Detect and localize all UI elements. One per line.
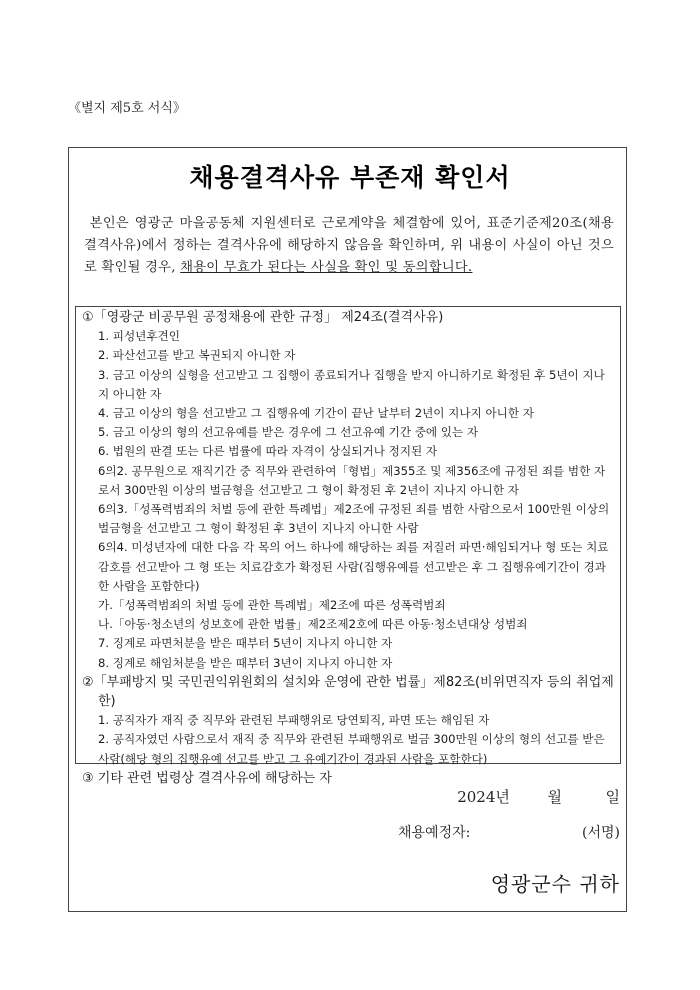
list-item: 6의2. 공무원으로 재직기간 중 직무와 관련하여「형법」제355조 및 제356조에 규정된 죄를 범한 자로서 300만원 이상의 벌금형을 선고받고 그 형이 확정된 후 2년이 지나지 아니한 자 [98, 463, 606, 497]
list-item: 가.「성폭력범죄의 처벌 등에 관한 특례법」제2조에 따른 성폭력범죄 [98, 598, 446, 613]
list-item: 3. 금고 이상의 실형을 선고받고 그 집행이 종료되거나 집행을 받지 아니하기로 확정된 후 5년이 지나지 아니한 자 [98, 367, 605, 401]
date-year: 2024년 [457, 788, 510, 806]
section-1-heading: ①「영광군 비공무원 공정채용에 관한 규정」 제24조(결격사유) [82, 310, 444, 325]
list-item: 8. 징계로 해임처분을 받은 때부터 3년이 지나지 아니한 자 [98, 655, 393, 670]
disqualification-box [75, 306, 621, 786]
date-day: 일 [605, 788, 620, 806]
list-item: 2. 파산선고를 받고 복권되지 아니한 자 [98, 348, 296, 363]
list-item: 4. 금고 이상의 형을 선고받고 그 집행유예 기간이 끝난 날부터 2년이 지나지 아니한 자 [98, 406, 534, 421]
list-item: 2. 공직자였던 사람으로서 재직 중 직무와 관련된 부패행위로 벌금 300만원 이상의 형의 선고를 받은 사람(해당 형의 집행유예 선고를 받고 그 유예기간이 경과된 사람을 포함한다) [98, 732, 605, 766]
list-item: 5. 금고 이상의 형의 선고유예를 받은 경우에 그 선고유예 기간 중에 있는 자 [98, 425, 479, 440]
list-item: 6. 법원의 판결 또는 다른 법률에 따라 자격이 상실되거나 정지된 자 [98, 444, 438, 459]
intro-text: 본인은 영광군 마을공동체 지원센터로 근로계약을 체결함에 있어, 표준기준제20조(채용결격사유)에서 정하는 결격사유에 해당하지 않음을 확인하며, 위 내용이 사실이 아닌 것으로 확인될 경우, [84, 216, 614, 275]
date-line [457, 786, 620, 807]
list-item: 6의3.「성폭력범죄의 처벌 등에 관한 특례법」제2조에 규정된 죄를 범한 사람으로서 100만원 이상의 벌금형을 선고받고 그 형이 확정된 후 3년이 지나지 아니한 사람 [98, 502, 610, 536]
addressee: 영광군수 귀하 [490, 872, 620, 896]
date-month: 월 [547, 788, 562, 806]
document-title: 채용결격사유 부존재 확인서 [189, 163, 511, 192]
signature-field: (서명) [582, 825, 620, 841]
signer-line [398, 822, 620, 842]
list-item: 6의4. 미성년자에 대한 다음 각 목의 어느 하나에 해당하는 죄를 저질러 파면·해임되거나 형 또는 치료감호를 선고받아 그 형 또는 치료감호가 확정된 사람(집행유예를 선고받은 후 그 집행유예기간이 경과한 사람을 포함한다) [98, 540, 609, 593]
list-item: 1. 피성년후견인 [98, 329, 180, 344]
list-item: 나.「아동·청소년의 성보호에 관한 법률」제2조제2호에 따른 아동·청소년대상 성범죄 [98, 617, 528, 632]
section-3-heading: ③ 기타 관련 법령상 결격사유에 해당하는 자 [82, 770, 332, 786]
section-2-heading: ②「부패방지 및 국민권익위원회의 설치와 운영에 관한 법률」제82조(비위면직자 등의 취업제한) [82, 674, 614, 710]
list-item: 7. 징계로 파면처분을 받은 때부터 5년이 지나지 아니한 자 [98, 636, 393, 651]
signer-label: 채용예정자: [398, 825, 471, 841]
intro-paragraph [84, 213, 614, 279]
form-number: 《별지 제5호 서식》 [68, 101, 186, 116]
intro-underlined-text: 채용이 무효가 된다는 사실을 확인 및 동의합니다. [180, 260, 473, 275]
list-item: 1. 공직자가 재직 중 직무와 관련된 부패행위로 당연퇴직, 파면 또는 해임된 자 [98, 713, 490, 728]
